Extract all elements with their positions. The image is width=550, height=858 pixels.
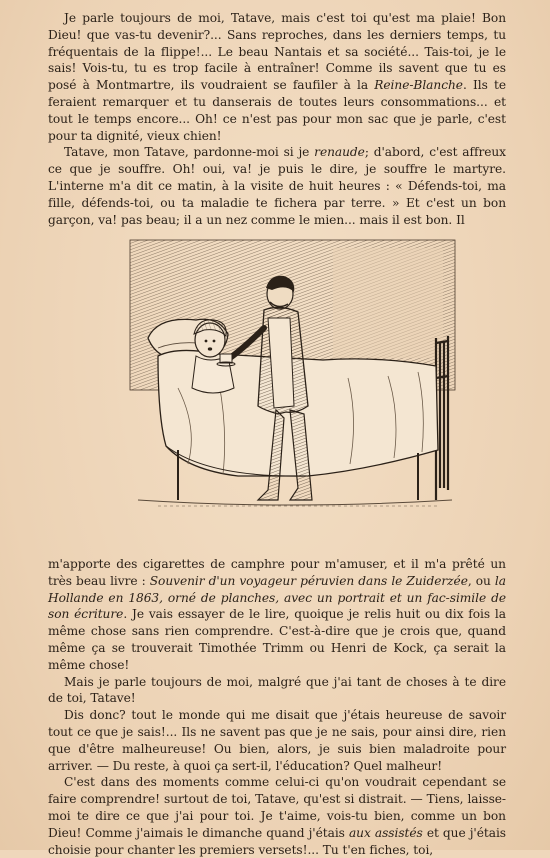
text-run: C'est dans des moments comme celui-ci qu'on voudrait cependant se faire comprendre! surtout de toi, Tatave, qu'est si distrait. — Tiens, laisse-moi te dire ce que j'ai pour toi. Je t'aime, vois-tu bien, comme un bon Dieu! Comme j'aimais le dimanche quand j'étais (48, 775, 506, 840)
paragraph (48, 707, 506, 774)
text-run: Tatave, mon Tatave, pardonne-moi si je (64, 145, 315, 160)
italic-text: aux assistés (348, 825, 423, 840)
paragraph (48, 556, 506, 674)
italic-text: Souvenir d'un voyageur péruvien dans le Zuiderzée (149, 573, 468, 588)
illustration-sickbed (118, 238, 458, 548)
paragraph (48, 674, 506, 708)
text-run: , ou (467, 573, 495, 588)
text-run: Dis donc? tout le monde qui me disait que j'étais heureuse de savoir tout ce que je sais!... Ils ne savent pas que je ne sais, pour ainsi dire, rien que d'être malheureuse! Ou bien, alors, je suis bien maladroite pour arriver. — Du reste, à quoi ça sert-il, l'éducation? Quel malheur! (48, 708, 506, 773)
text-block-top (48, 10, 506, 228)
text-block-bottom (48, 556, 506, 858)
paragraph (48, 144, 506, 228)
text-run: et que j'étais choisie pour chanter les premiers versets!... Tu t'en fiches, toi, (48, 825, 506, 857)
text-run: . Ils te feraient remarquer et tu danserais de toutes leurs consommations... et tout le temps encore... Oh! ce n'est pas pour mon sac que je parle, c'est pour ta dignité, vieux chien! (48, 78, 506, 143)
italic-text: Reine-Blanche (374, 78, 463, 93)
paragraph (48, 10, 506, 144)
text-run: ; d'abord, c'est affreux ce que je souffre. Oh! oui, va! je puis le dire, je souffre le martyre. L'interne m'a dit ce matin, à la visite de huit heures : « Défends-toi, ma fille, défends-toi, ou ta maladie te fichera par terre. » Et c'est un bon garçon, va! pas beau; il a un nez comme le mien... mais il est bon. Il (48, 145, 506, 227)
text-run: . Je vais essayer de le lire, quoique je relis huit ou dix fois la même chose sans rien comprendre. C'est-à-dire que je crois que, quand même ça se trouverait Timothée Trimm ou Henri de Kock, ça serait la même chose! (48, 607, 506, 672)
text-run: Mais je parle toujours de moi, malgré que j'ai tant de choses à te dire de toi, Tatave! (48, 674, 506, 706)
text-run: m'apporte des cigarettes de camphre pour m'amuser, et il m'a prêté un très beau livre : (48, 557, 506, 588)
italic-text: renaude (314, 145, 365, 160)
paragraph (48, 774, 506, 858)
text-run: Je parle toujours de moi, Tatave, mais c'est toi qu'est ma plaie! Bon Dieu! que vas-tu devenir?... Sans reproches, dans les derniers temps, tu fréquentais de la flippe!... Le beau Nantais et sa société... Tais-toi, je le sais! Vois-tu, tu es trop facile à entraîner! Comme ils savent que tu es posé à Montmartre, ils voudraient se faufiler à la (48, 11, 506, 93)
italic-text: la Hollande en 1863, orné de planches, avec un portrait et un fac-simile de son écriture (48, 573, 506, 622)
